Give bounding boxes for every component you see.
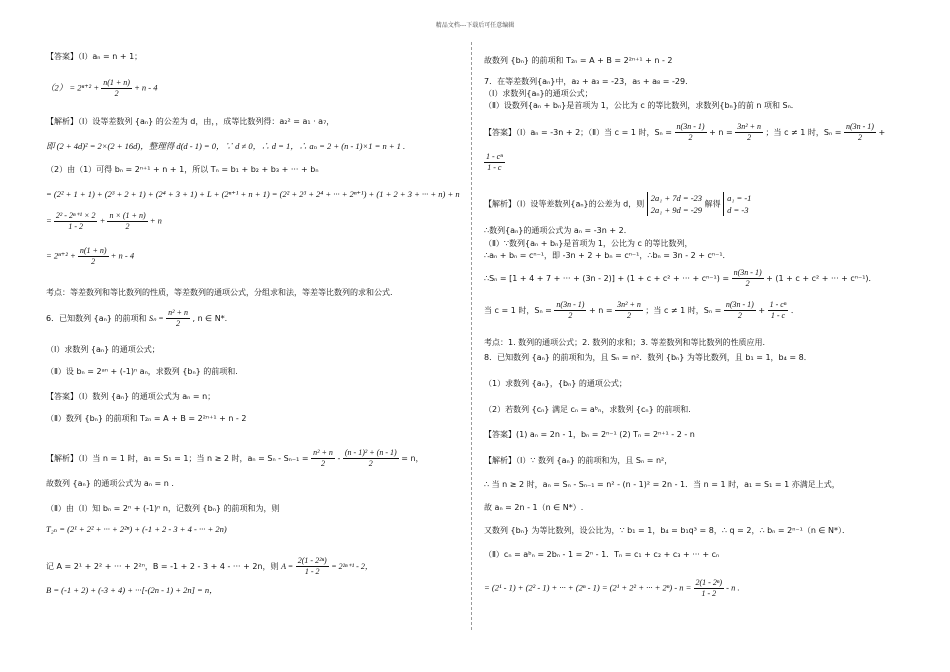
- text: + (1 + c + c² + ··· + cⁿ⁻¹)．: [766, 274, 877, 283]
- numerator: (n - 1)² + (n - 1): [344, 448, 397, 457]
- equation: 2a₁ + 9d = -29: [650, 205, 703, 215]
- analysis-6-conclusion: 故数列 {bₙ} 的前项和 T₂ₙ = A + B = 2²ⁿ⁺¹ + n - 2: [484, 56, 673, 65]
- question-6-part2: （Ⅱ）设 bₙ = 2ᵃⁿ + (-1)ⁿ aₙ，求数列 {bₙ} 的前项和.: [46, 367, 238, 376]
- fraction: [54, 211, 98, 232]
- fraction: [735, 122, 763, 143]
- text: , n ∈ N*.: [192, 314, 228, 323]
- denominator: 1 - 2: [701, 589, 717, 598]
- numerator: 3n² + n: [617, 300, 641, 309]
- answer-8: 【答案】(1) aₙ = 2n - 1，bₙ = 2ⁿ⁻¹ (2) Tₙ = 2ⁿ⁺¹ - 2 - n: [484, 430, 695, 439]
- text: -: [337, 454, 341, 463]
- numerator: 2(1 - 2ⁿ): [695, 578, 723, 587]
- equation: d = -3: [727, 205, 749, 215]
- question-8-part1: （1）求数列 {aₙ}，{bₙ} 的通项公式；: [484, 379, 627, 388]
- equation: 2a₁ + 7d = -23: [650, 193, 703, 203]
- text: = (2¹ - 1) + (2² - 1) + ··· + (2ⁿ - 1) = (2¹ + 2² + ··· + 2ⁿ) - n =: [484, 582, 692, 593]
- fraction: [166, 308, 190, 329]
- question-8: 8．已知数列 {aₙ} 的前项和为，且 Sₙ = n²．数列 {bₙ} 为等比数列，且 b₁ = 1，b₄ = 8．: [484, 353, 812, 362]
- fraction: [296, 556, 329, 577]
- text: A =: [281, 562, 294, 571]
- analysis-5-line3: （2）由（1）可得 bₙ = 2ⁿ⁺¹ + n + 1，所以 Tₙ = b₁ + b₂ + b₃ + ··· + bₙ: [46, 165, 319, 174]
- analysis-7-line2: ∴数列{aₙ}的通项公式为 aₙ = -3n + 2．: [484, 226, 632, 235]
- fraction: [78, 246, 109, 267]
- fraction: [675, 122, 707, 143]
- analysis-7-line3: （Ⅱ）∵数列{aₙ + bₙ}是首项为 1，公比为 c 的等比数列，: [484, 239, 693, 248]
- analysis-6-line4: T₂ₙ = (2¹ + 2² + ··· + 2²ⁿ) + (-1 + 2 - 3 + 4 - ··· + 2n): [46, 524, 227, 534]
- text: 记 A = 2¹ + 2² + ··· + 2²ⁿ，B = -1 + 2 - 3 + 4 - ··· + 2n，则: [46, 562, 279, 571]
- text: + n - 4: [110, 250, 135, 261]
- analysis-5-line5: [46, 211, 162, 232]
- numerator: n × (1 + n): [109, 211, 146, 220]
- text: 当 c = 1 时，Sₙ =: [484, 306, 552, 315]
- question-8-part2: （2）若数列 {cₙ} 满足 cₙ = aᵇₙ，求数列 {cₙ} 的前项和.: [484, 405, 691, 414]
- analysis-5-line2: 即 (2 + 4d)² = 2×(2 + 16d)，整理得 d(d - 1) = 0，∵ d ≠ 0，∴ d = 1，∴ aₙ = 2 + (n - 1)×1 = n + 1 .: [46, 141, 406, 151]
- text: =: [46, 215, 52, 226]
- analysis-6-line1: [46, 448, 424, 469]
- analysis-6-line2: 故数列 {aₙ} 的通项公式为 aₙ = n .: [46, 479, 174, 488]
- text: ；当 c ≠ 1 时，Sₙ =: [765, 128, 842, 137]
- analysis-8-line2: ∴ 当 n ≥ 2 时，aₙ = Sₙ - Sₙ₋₁ = n² - (n - 1)² = 2n - 1．当 n = 1 时，a₁ = S₁ = 1 亦满足上式，: [484, 480, 840, 489]
- analysis-7-line4: ∴aₙ + bₙ = cⁿ⁻¹，即 -3n + 2 + bₙ = cⁿ⁻¹，∴bₙ = 3n - 2 + cⁿ⁻¹．: [484, 251, 731, 260]
- text: 【解析】（Ⅰ）设等差数列{aₙ}的公差为 d，则: [484, 199, 645, 209]
- numerator: n(3n - 1): [556, 300, 585, 309]
- numerator: n(3n - 1): [845, 122, 874, 131]
- numerator: n² + n: [313, 448, 333, 457]
- denominator: 2: [747, 133, 752, 142]
- question-7: 7．在等差数列{aₙ}中，a₂ + a₃ = -23，a₅ + a₈ = -29．: [484, 77, 694, 86]
- text: ．: [790, 306, 799, 315]
- equation: a₁ = -1: [727, 193, 752, 203]
- equation-system: [647, 192, 702, 216]
- numerator: 3n² + n: [737, 122, 761, 131]
- text: 【答案】（Ⅰ）aₙ = -3n + 2；（Ⅱ）当 c = 1 时，Sₙ =: [484, 128, 672, 137]
- fraction: [107, 211, 147, 232]
- fraction: [732, 268, 764, 289]
- analysis-5-line4: = (2² + 1 + 1) + (2³ + 2 + 1) + (2⁴ + 3 + 1) + L + (2ⁿ⁺¹ + n + 1) = (2² + 2³ + 2⁴ + ··· + 2ⁿ⁺¹) + (1 + 2 + 3 + ··· + n) + n: [46, 189, 460, 199]
- fraction: [844, 122, 876, 143]
- answer-7: [484, 122, 885, 143]
- denominator: 2: [91, 257, 96, 266]
- denominator: 2: [321, 459, 325, 468]
- question-7-part1: （Ⅰ）求数列{aₙ}的通项公式；: [484, 89, 593, 98]
- numerator: n² + n: [168, 308, 188, 317]
- analysis-5-line1: 【解析】（Ⅰ）设等差数列 {aₙ} 的公差为 d，由，，成等比数列得：a₂² = a₁ · a₇，: [46, 117, 335, 126]
- analysis-6-line5: [46, 556, 373, 577]
- text: +: [878, 128, 886, 137]
- text: Sₙ =: [149, 314, 164, 323]
- answer-6-part1: 【答案】（Ⅰ）数列 {aₙ} 的通项公式为 aₙ = n；: [46, 392, 216, 401]
- denominator: 2: [125, 222, 130, 231]
- knowledge-point-5: 考点：等差数列和等比数列的性质，等差数列的通项公式，分组求和法，等差等比数列的求和公式.: [46, 288, 393, 297]
- numerator: n(1 + n): [79, 246, 107, 255]
- analysis-6-line3: （Ⅱ）由（Ⅰ）知 bₙ = 2ⁿ + (-1)ⁿ n，记数列 {bₙ} 的前项和为，则: [46, 504, 280, 513]
- text: 6．已知数列 {aₙ} 的前项和: [46, 314, 147, 323]
- text: + n =: [709, 128, 733, 137]
- text: （2）: [46, 82, 68, 93]
- analysis-7-line6: [484, 300, 799, 321]
- fraction: [311, 448, 335, 469]
- solution-system: [723, 192, 751, 216]
- text: - n .: [726, 582, 740, 593]
- numerator: n(3n - 1): [725, 300, 754, 309]
- denominator: 2: [176, 319, 181, 328]
- column-divider: [471, 42, 473, 630]
- denominator: 1 - c: [770, 311, 786, 320]
- fraction: [101, 78, 132, 99]
- text: + n: [149, 215, 162, 226]
- numerator: 1 - cⁿ: [769, 300, 787, 309]
- fraction: [343, 448, 399, 469]
- answer-5: 【答案】（Ⅰ）aₙ = n + 1；: [46, 52, 143, 61]
- analysis-7-line5: [484, 268, 877, 289]
- text: + n =: [588, 306, 613, 315]
- denominator: 1 - c: [487, 163, 502, 172]
- fraction: [615, 300, 643, 321]
- numerator: 2(1 - 2²ⁿ): [297, 556, 327, 565]
- analysis-7-line1: [484, 192, 751, 216]
- question-6: [46, 308, 227, 329]
- question-7-part2: （Ⅱ）设数列{aₙ + bₙ}是首项为 1，公比为 c 的等比数列，求数列{bₙ}的前 n 项和 Sₙ．: [484, 101, 799, 110]
- denominator: 2: [857, 133, 862, 142]
- analysis-8-line3: 故 aₙ = 2n - 1（n ∈ N*）.: [484, 503, 584, 512]
- text: = n，: [401, 454, 424, 463]
- text: +: [99, 215, 106, 226]
- analysis-8-line1: 【解析】（Ⅰ）∵ 数列 {aₙ} 的前项和为，且 Sₙ = n²，: [484, 456, 673, 465]
- analysis-8-line6: [484, 578, 740, 599]
- answer-6-part2: （Ⅱ）数列 {bₙ} 的前项和 T₂ₙ = A + B = 2²ⁿ⁺¹ + n - 2: [46, 414, 247, 423]
- denominator: 2: [688, 133, 693, 142]
- text: + n - 4: [134, 82, 158, 93]
- analysis-6-line6: B = (-1 + 2) + (-3 + 4) + ···[-(2n - 1) + 2n] = n，: [46, 585, 218, 595]
- denominator: 2: [626, 311, 631, 320]
- answer-7-cont: [484, 152, 505, 173]
- text: = 2²ⁿ⁺¹ - 2，: [331, 562, 373, 571]
- knowledge-point-7: 考点：1. 数列的通项公式；2. 数列的求和；3. 等差数列和等比数列的性质应用.: [484, 338, 766, 347]
- fraction: [768, 300, 789, 321]
- text: ∴Sₙ = [1 + 4 + 7 + ··· + (3n - 2)] + (1 + c + c² + ··· + cⁿ⁻¹) =: [484, 274, 730, 283]
- denominator: 2: [745, 279, 750, 288]
- fraction: [484, 152, 505, 173]
- denominator: 2: [737, 311, 742, 320]
- analysis-8-line4: 又数列 {bₙ} 为等比数列，设公比为，∵ b₁ = 1，b₄ = b₁q³ = 8，∴ q = 2，∴ bₙ = 2ⁿ⁻¹（n ∈ N*）．: [484, 526, 850, 535]
- numerator: 2² - 2ⁿ⁺¹ × 2: [55, 211, 96, 220]
- fraction: [724, 300, 756, 321]
- denominator: 2: [368, 459, 373, 468]
- analysis-5-line6: [46, 246, 134, 267]
- denominator: 1 - 2: [68, 222, 84, 231]
- text: +: [758, 306, 766, 315]
- text: = 2ⁿ⁺² +: [69, 82, 100, 93]
- denominator: 2: [568, 311, 573, 320]
- answer-5-part2: [46, 78, 158, 99]
- text: ；当 c ≠ 1 时，Sₙ =: [645, 306, 722, 315]
- fraction: [554, 300, 586, 321]
- text: = 2ⁿ⁺² +: [46, 250, 76, 261]
- numerator: n(1 + n): [103, 78, 130, 87]
- page-header: 精品文档---下载后可任意编辑: [435, 22, 515, 29]
- analysis-8-line5: （Ⅱ）cₙ = aᵇₙ = 2bₙ - 1 = 2ⁿ - 1．Tₙ = c₁ + c₂ + c₃ + ··· + cₙ: [484, 550, 720, 559]
- denominator: 1 - 2: [304, 567, 320, 576]
- text: 【解析】（Ⅰ）当 n = 1 时，a₁ = S₁ = 1；当 n ≥ 2 时，aₙ = Sₙ - Sₙ₋₁ =: [46, 454, 309, 463]
- fraction: [694, 578, 725, 599]
- denominator: 2: [114, 89, 119, 98]
- numerator: 1 - cⁿ: [486, 152, 503, 161]
- numerator: n(3n - 1): [733, 268, 762, 277]
- question-6-part1: （Ⅰ）求数列 {aₙ} 的通项公式；: [46, 345, 160, 354]
- numerator: n(3n - 1): [676, 122, 705, 131]
- text: 解得: [704, 199, 721, 209]
